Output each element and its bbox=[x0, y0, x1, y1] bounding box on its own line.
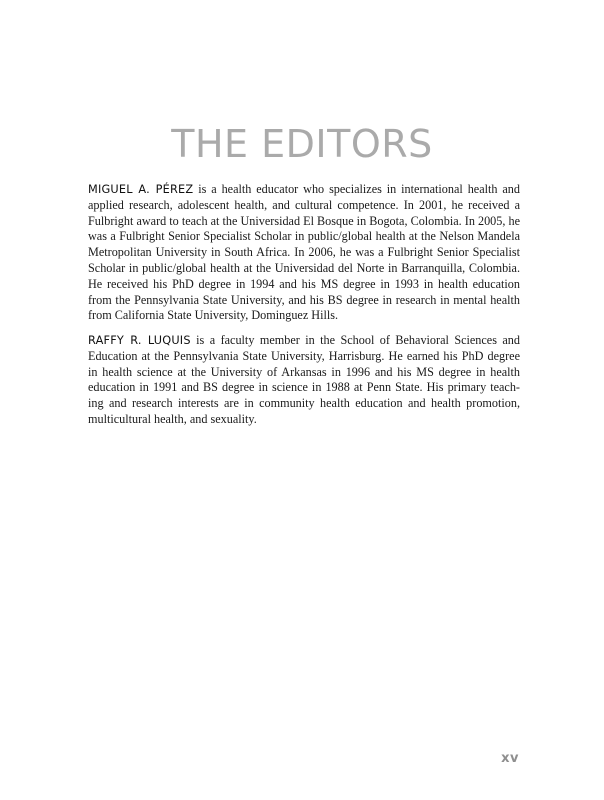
editor-bio-text: is a faculty member in the School of Behavioral Sciences and Education at the Pennsylvania State University, Harrisburg. He earned his PhD degree in health science at the University of Arkansas in 1996 and his MS degree in health education in 1991 and BS degree in science in 1988 at Penn State. His primary teach-ing and research interests are in community health education and health promotion, multicultural health, and sexuality. bbox=[88, 333, 520, 426]
editor-bio-perez bbox=[88, 182, 520, 324]
editor-name: RAFFY R. LUQUIS bbox=[88, 334, 191, 347]
editor-name: MIGUEL A. PÉREZ bbox=[88, 183, 194, 196]
editor-bio-luquis bbox=[88, 333, 520, 428]
page-number: xv bbox=[501, 751, 519, 766]
page-title: THE EDITORS bbox=[171, 122, 433, 166]
editor-bio-text: is a health educator who specializes in international health and applied research, adolescent health, and cultural competence. In 2001, he received a Fulbright award to teach at the Universidad El Bosque in Bogota, Colombia. In 2005, he was a Fulbright Senior Specialist Scholar in public/global health at the Nelson Mandela Metropolitan University in South Africa. In 2006, he was a Fulbright Senior Specialist Scholar in public/global health at the Universidad del Norte in Barranquilla, Colombia. He received his PhD degree in 1994 and his MS degree in 1993 in health education from the Pennsylvania State University, and his BS degree in research in mental health from California State University, Dominguez Hills. bbox=[88, 182, 520, 323]
